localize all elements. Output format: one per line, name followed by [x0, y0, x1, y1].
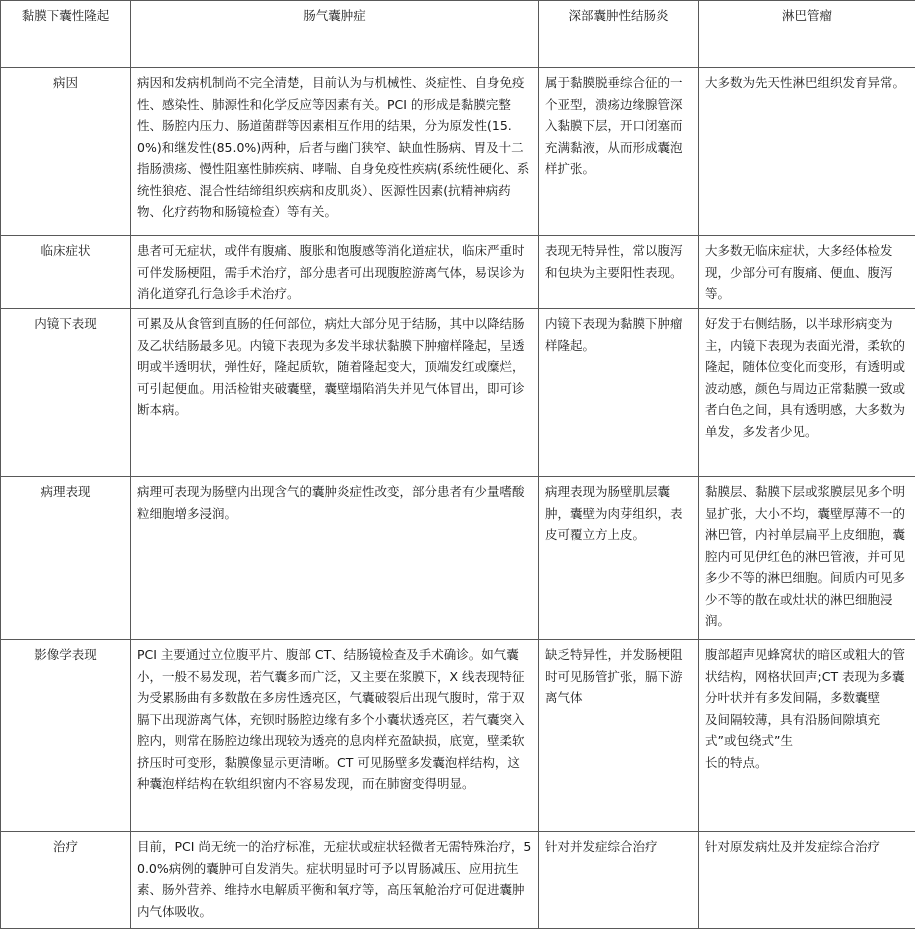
table-row-etiology — [1, 68, 915, 236]
cell-pneumatosis: 病理可表现为肠壁内出现含气的囊肿炎症性改变，部分患者有少量嗜酸粒细胞增多浸润。 — [131, 477, 539, 640]
row-label: 治疗 — [1, 832, 131, 929]
cell-pneumatosis: PCI 主要通过立位腹平片、腹部 CT、结肠镜检查及手术确诊。如气囊小，一般不易发现，若气囊多而广泛，又主要在浆膜下，X 线表现特征为受累肠曲有多数散在多房性透亮区，气囊破裂后出现气腹时，常于双膈下出现游离气体，充钡时肠腔边缘有多个小囊状透亮区，若气囊突入腔内，则常在肠腔边缘出现较为透亮的息肉样充盈缺损，底宽，壁柔软挤压时可变形，黏膜像显示更清晰。CT 可见肠壁多发囊泡样结构，这种囊泡样结构在软组织窗内不容易发现，而在肺窗变得明显。 — [131, 640, 539, 832]
header-cell-lesion: 黏膜下囊性隆起 — [1, 1, 131, 68]
row-label: 病因 — [1, 68, 131, 236]
cell-lymphangioma: 针对原发病灶及并发症综合治疗 — [699, 832, 915, 929]
cell-pneumatosis: 病因和发病机制尚不完全清楚，目前认为与机械性、炎症性、自身免疫性、感染性、肺源性和化学反应等因素有关。PCI 的形成是黏膜完整性、肠腔内压力、肠道菌群等因素相互作用的结果，分为原发性(15.0%)和继发性(85.0%)两种，后者与幽门狭窄、缺血性肠病、胃及十二指肠溃疡、慢性阻塞性肺疾病、哮喘、自身免疫性疾病(系统性硬化、系统性狼疮、混合性结缔组织疾病和皮肌炎）、医源性因素(抗精神病药物、化疗药物和肠镜检查）等有关。 — [131, 68, 539, 236]
header-cell-pneumatosis: 肠气囊肿症 — [131, 1, 539, 68]
table-row-pathology — [1, 477, 915, 640]
row-label: 临床症状 — [1, 236, 131, 309]
cell-colitis-cystica: 针对并发症综合治疗 — [539, 832, 699, 929]
cell-lymphangioma — [699, 640, 915, 832]
cell-colitis-cystica: 表现无特异性，常以腹泻和包块为主要阳性表现。 — [539, 236, 699, 309]
cell-pneumatosis: 患者可无症状，或伴有腹痛、腹胀和饱腹感等消化道症状，临床严重时可伴发肠梗阻，需手术治疗，部分患者可出现腹腔游离气体，易误诊为消化道穿孔行急诊手术治疗。 — [131, 236, 539, 309]
cell-lymphangioma: 大多数为先天性淋巴组织发育异常。 — [699, 68, 915, 236]
row-label: 病理表现 — [1, 477, 131, 640]
table-row-imaging — [1, 640, 915, 832]
table-row-treatment — [1, 832, 915, 929]
cell-colitis-cystica: 内镜下表现为黏膜下肿瘤样隆起。 — [539, 309, 699, 477]
header-cell-lymphangioma: 淋巴管瘤 — [699, 1, 915, 68]
cell-colitis-cystica: 缺乏特异性，并发肠梗阻时可见肠管扩张，膈下游离气体 — [539, 640, 699, 832]
table-row-endoscopy — [1, 309, 915, 477]
row-label: 内镜下表现 — [1, 309, 131, 477]
cell-colitis-cystica: 病理表现为肠壁肌层囊肿，囊壁为肉芽组织，表皮可覆立方上皮。 — [539, 477, 699, 640]
cell-lymphangioma: 大多数无临床症状，大多经体检发现，少部分可有腹痛、便血、腹泻等。 — [699, 236, 915, 309]
header-cell-colitis-cystica: 深部囊肿性结肠炎 — [539, 1, 699, 68]
cell-pneumatosis: 目前，PCI 尚无统一的治疗标准，无症状或症状轻微者无需特殊治疗，50.0%病例的囊肿可自发消失。症状明显时可予以胃肠减压、应用抗生素、肠外营养、维持水电解质平衡和氧疗等，高压氧舱治疗可促进囊肿内气体吸收。 — [131, 832, 539, 929]
cell-lymphangioma: 好发于右侧结肠，以半球形病变为主，内镜下表现为表面光滑，柔软的隆起，随体位变化而变形，有透明或波动感，颜色与周边正常黏膜一致或者白色之间，具有透明感，大多数为单发，多发者少见。 — [699, 309, 915, 477]
cell-paragraph: 长的特点。 — [705, 754, 768, 770]
cell-paragraph: 腹部超声见蜂窝状的暗区或粗大的管状结构，网格状回声;CT 表现为多囊分叶状并有多发间隔，多数囊壁 — [705, 647, 906, 705]
cell-colitis-cystica: 属于黏膜脱垂综合征的一个亚型，溃疡边缘腺管深入黏膜下层，开口闭塞而充满黏液，从而形成囊泡样扩张。 — [539, 68, 699, 236]
cell-paragraph: 及间隔较薄，具有沿肠间隙填充式”或包绕式”生 — [705, 711, 881, 748]
cell-lymphangioma: 黏膜层、黏膜下层或浆膜层见多个明显扩张，大小不均，囊壁厚薄不一的淋巴管，内衬单层扁平上皮细胞，囊腔内可见伊红色的淋巴管液，并可见多少不等的淋巴细胞。间质内可见多少不等的散在或灶状的淋巴细胞浸润。 — [699, 477, 915, 640]
header-row — [1, 1, 915, 68]
cell-pneumatosis: 可累及从食管到直肠的任何部位，病灶大部分见于结肠，其中以降结肠及乙状结肠最多见。内镜下表现为多发半球状黏膜下肿瘤样隆起，呈透明或半透明状，弹性好，隆起质软，随着隆起变大，顶端发红或糜烂，可引起便血。用活检钳夹破囊壁，囊壁塌陷消失并见气体冒出，即可诊断本病。 — [131, 309, 539, 477]
row-label: 影像学表现 — [1, 640, 131, 832]
table-row-clinical — [1, 236, 915, 309]
